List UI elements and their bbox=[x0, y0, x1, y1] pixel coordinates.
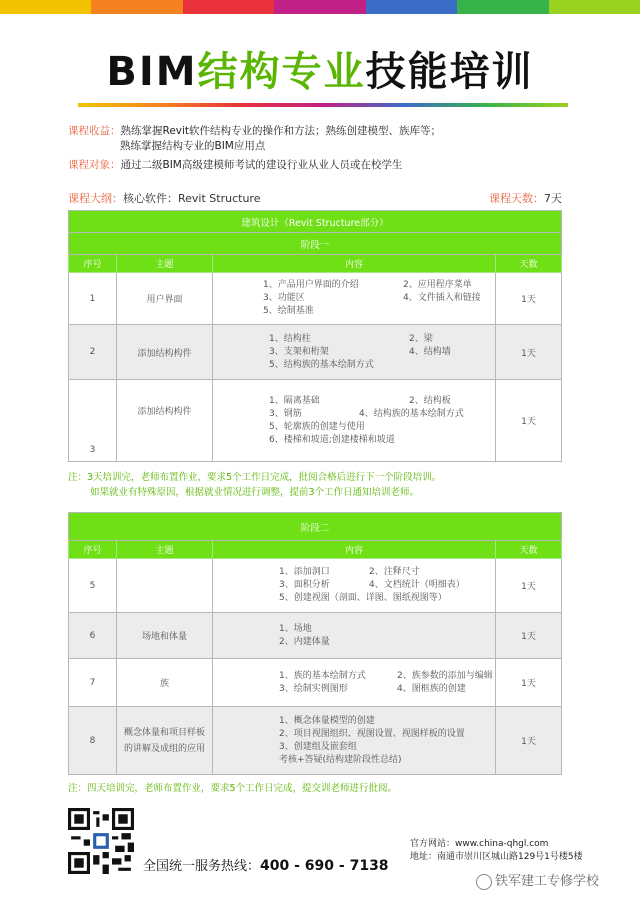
col-topic: 主题 bbox=[117, 541, 213, 559]
page-title: BIM结构专业技能培训 bbox=[106, 49, 534, 95]
contact-info: 官方网站：www.china-qhgl.com 地址：南通市崇川区城山路129号1号楼5楼 bbox=[410, 839, 583, 862]
table-row: 3 添加结构构件 1、隔离基础 2、结构板 3、钢筋 4、结构族的基本绘制方式 5、轮廓族的创建与使用 6、楼梯和坡道;创建楼梯和坡道 1天 bbox=[69, 380, 562, 462]
wechat-icon bbox=[476, 874, 492, 890]
note-stage1: 注：3天培训完，老师布置作业，要求5个工作日完成，批阅合格后进行下一个阶段培训。 如果就业有特殊原因，根据就业情况进行调整，提前3个工作日通知培训老师。 bbox=[68, 472, 442, 498]
table-row: 2 添加结构构件 1、结构柱 2、梁 3、支架和桁架 4、结构墙 5、结构族的基本绘制方式 1天 bbox=[69, 325, 562, 380]
table-row: 7 族 1、族的基本绘制方式 2、族参数的添加与编辑 3、绘制实例图形 4、图框族的创建 1天 bbox=[69, 659, 562, 707]
col-no: 序号 bbox=[69, 255, 117, 273]
stage2-table bbox=[68, 512, 562, 775]
table-title: 建筑设计（Revit Structure部分） bbox=[69, 211, 562, 233]
qr-code-icon bbox=[68, 808, 134, 874]
col-content: 内容 bbox=[213, 541, 496, 559]
stage1-table bbox=[68, 210, 562, 462]
top-color-bar bbox=[0, 0, 640, 14]
table-row: 8 概念体量和项目样板 的讲解及成组的应用 1、概念体量模型的创建 2、项目视图组织、视图设置、视图样板的设置 3、创建组及嵌套组 考核+答疑(结构建阶段性总结) 1天 bbox=[69, 707, 562, 775]
title-underline bbox=[78, 103, 568, 107]
table-row: 5 1、添加洞口 2、注释尺寸 3、面积分析 4、文档统计（明细表） 5、创建视图（剖面、详图、图纸视图等） 1天 bbox=[69, 559, 562, 613]
course-outline: 课程大纲：核心软件：Revit Structure 课程天数：7天 bbox=[68, 192, 562, 205]
col-days: 天数 bbox=[496, 541, 562, 559]
course-target: 课程对象：通过二级BIM高级建模师考试的建设行业从业人员或在校学生 bbox=[68, 159, 403, 171]
note-stage2: 注：四天培训完，老师布置作业，要求5个工作日完成，提交训老师进行批阅。 bbox=[68, 783, 398, 794]
table-row: 6 场地和体量 1、场地 2、内建体量 1天 bbox=[69, 613, 562, 659]
col-topic: 主题 bbox=[117, 255, 213, 273]
service-hotline: 全国统一服务热线：400 - 690 - 7138 bbox=[143, 858, 389, 874]
school-watermark: 铁军建工专修学校 bbox=[476, 870, 599, 890]
col-no: 序号 bbox=[69, 541, 117, 559]
table-row: 1 用户界面 1、产品用户界面的介绍 2、应用程序菜单 3、功能区 4、文件插入和链接 5、绘制基准 1天 bbox=[69, 273, 562, 325]
col-days: 天数 bbox=[496, 255, 562, 273]
col-content: 内容 bbox=[213, 255, 496, 273]
course-gain: 课程收益：熟练掌握Revit软件结构专业的操作和方法；熟练创建模型、族库等； 熟练掌握结构专业的BIM应用点 bbox=[68, 125, 442, 152]
stage-label: 阶段二 bbox=[69, 513, 562, 541]
stage-label: 阶段一 bbox=[69, 233, 562, 255]
